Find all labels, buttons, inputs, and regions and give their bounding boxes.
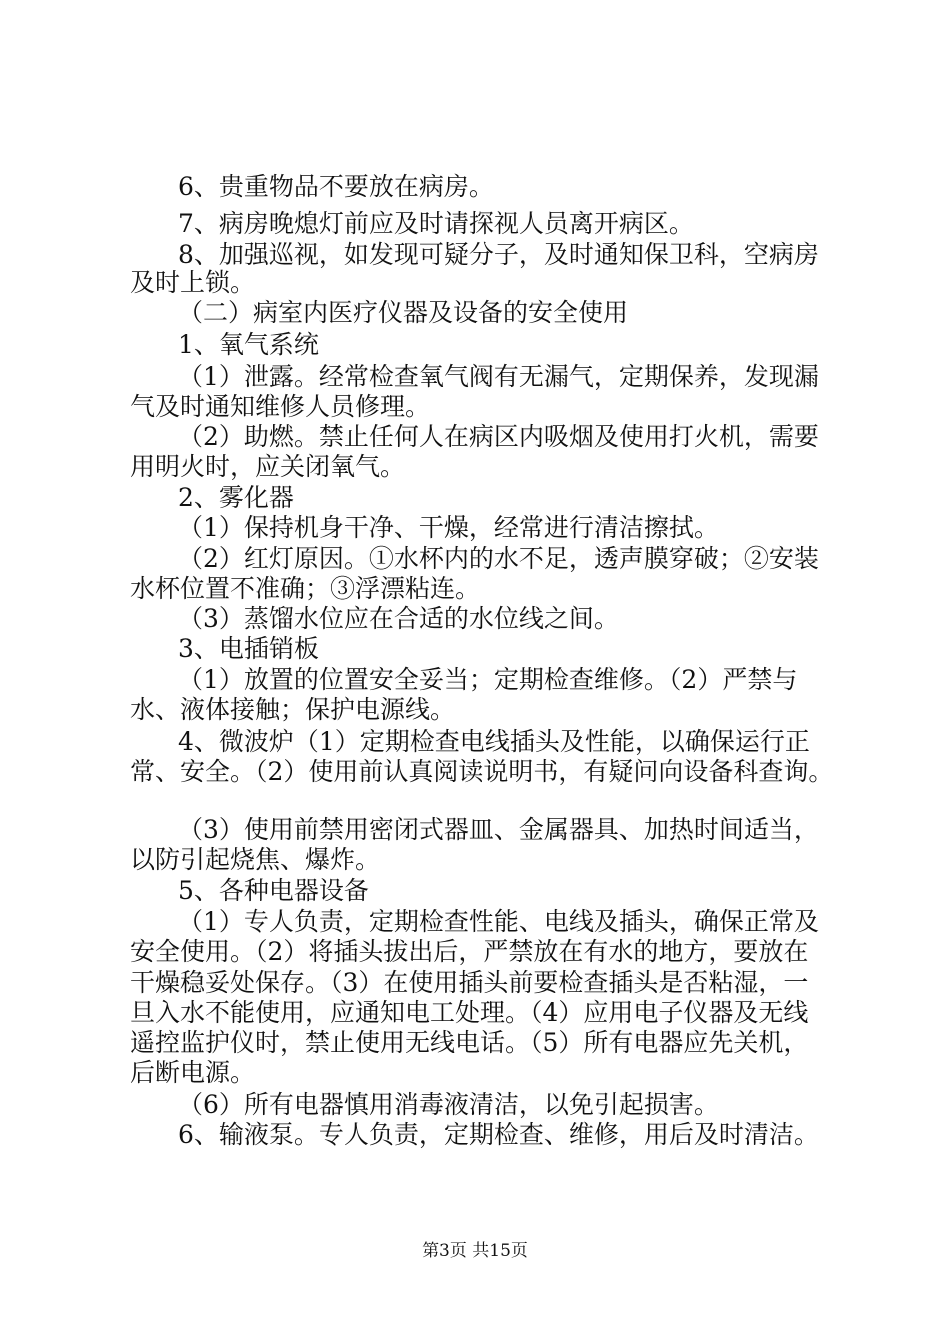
text-line: 6、贵重物品不要放在病房。 [178, 172, 494, 201]
text-line: （1）保持机身干净、干燥，经常进行清洁擦拭。 [178, 513, 719, 542]
text-line: 1、氧气系统 [178, 330, 319, 359]
text-line: （3）蒸馏水位应在合适的水位线之间。 [178, 604, 619, 633]
text-line: 2、雾化器 [178, 483, 294, 512]
text-line: 用明火时，应关闭氧气。 [130, 452, 406, 481]
text-line: （1）泄露。经常检查氧气阀有无漏气，定期保养，发现漏 [178, 362, 819, 391]
text-line: 及时上锁。 [130, 268, 256, 297]
text-line: 后断电源。 [130, 1058, 256, 1087]
text-line: 6、输液泵。专人负责，定期检查、维修，用后及时清洁。 [178, 1120, 819, 1149]
text-line: 气及时通知维修人员修理。 [130, 392, 431, 421]
page-number-footer: 第3页 共15页 [422, 1241, 528, 1261]
text-line: 8、加强巡视，如发现可疑分子，及时通知保卫科，空病房 [178, 240, 819, 269]
section-heading: （二）病室内医疗仪器及设备的安全使用 [178, 298, 629, 327]
text-line: （2）红灯原因。①水杯内的水不足，透声膜穿破；②安装 [178, 544, 819, 573]
text-line: 旦入水不能使用，应通知电工处理。（4）应用电子仪器及无线 [130, 998, 809, 1027]
text-line: 水杯位置不准确；③浮漂粘连。 [130, 574, 481, 603]
text-line: （2）助燃。禁止任何人在病区内吸烟及使用打火机，需要 [178, 422, 819, 451]
text-line: 遥控监护仪时，禁止使用无线电话。（5）所有电器应先关机， [130, 1028, 809, 1057]
text-line: 干燥稳妥处保存。（3）在使用插头前要检查插头是否粘湿，一 [130, 968, 809, 997]
text-line: （6）所有电器慎用消毒液清洁，以免引起损害。 [178, 1090, 719, 1119]
text-line: 4、微波炉（1）定期检查电线插头及性能，以确保运行正 [178, 727, 810, 756]
text-line: （3）使用前禁用密闭式器皿、金属器具、加热时间适当， [178, 815, 819, 844]
text-line: 安全使用。（2）将插头拔出后，严禁放在有水的地方，要放在 [130, 937, 809, 966]
text-line: 3、电插销板 [178, 634, 319, 663]
text-line: （1）专人负责，定期检查性能、电线及插头，确保正常及 [178, 907, 819, 936]
text-line: 7、病房晚熄灯前应及时请探视人员离开病区。 [178, 209, 694, 238]
text-line: 水、液体接触；保护电源线。 [130, 695, 456, 724]
text-line: 5、各种电器设备 [178, 876, 369, 905]
text-line: 以防引起烧焦、爆炸。 [130, 845, 381, 874]
text-line: 常、安全。（2）使用前认真阅读说明书，有疑问向设备科查询。 [130, 757, 834, 786]
text-line: （1）放置的位置安全妥当；定期检查维修。（2）严禁与 [178, 665, 798, 694]
